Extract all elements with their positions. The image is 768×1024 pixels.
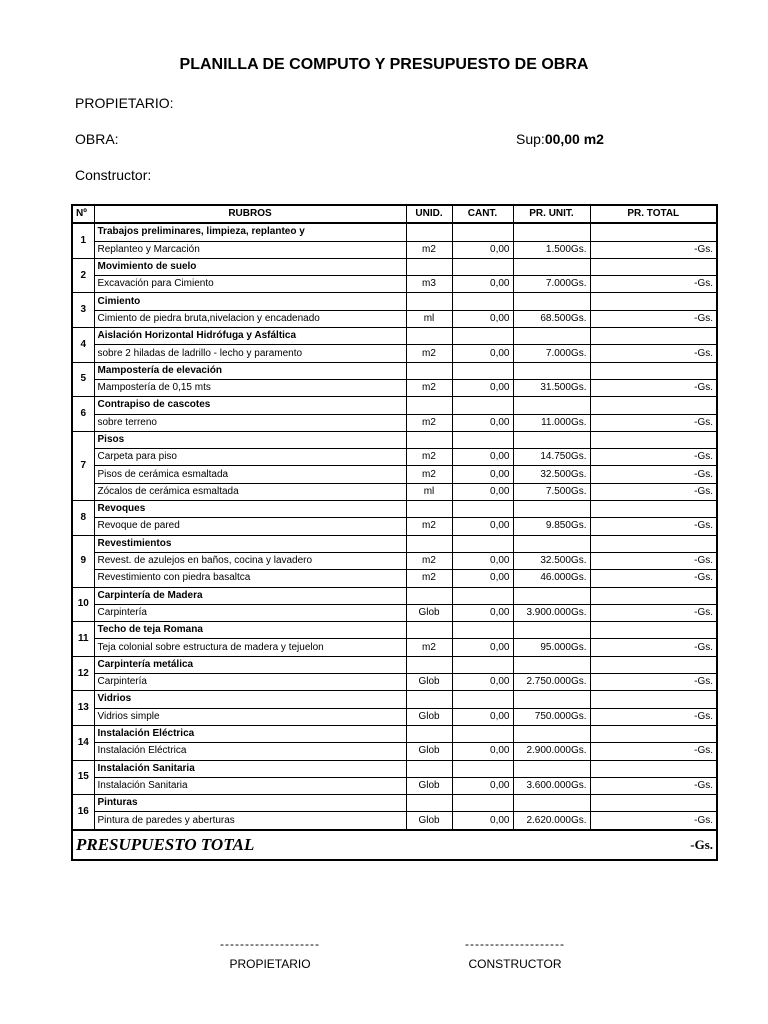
item-description: Carpintería [94, 674, 406, 691]
section-empty-cell [513, 656, 590, 673]
item-description: sobre terreno [94, 414, 406, 431]
section-title: Instalación Sanitaria [94, 760, 406, 777]
section-empty-cell [590, 431, 717, 448]
item-total-price: -Gs. [590, 812, 717, 830]
item-unit-price: 3.600.000Gs. [513, 777, 590, 794]
section-empty-cell [513, 258, 590, 275]
section-empty-cell [452, 501, 513, 518]
section-title: Aislación Horizontal Hidrófuga y Asfáltica [94, 328, 406, 345]
section-row [72, 587, 717, 604]
section-title: Mampostería de elevación [94, 362, 406, 379]
item-quantity: 0,00 [452, 276, 513, 293]
section-row [72, 760, 717, 777]
builder-signature-line: -------------------- [465, 937, 565, 951]
section-title: Carpintería metálica [94, 656, 406, 673]
section-empty-cell [452, 760, 513, 777]
section-number: 8 [72, 501, 94, 536]
item-quantity: 0,00 [452, 414, 513, 431]
item-unit: m2 [406, 639, 452, 656]
section-empty-cell [590, 362, 717, 379]
item-unit: Glob [406, 674, 452, 691]
section-empty-cell [452, 691, 513, 708]
section-number: 6 [72, 397, 94, 432]
table-row [72, 345, 717, 362]
section-empty-cell [513, 535, 590, 552]
item-unit: Glob [406, 708, 452, 725]
section-number: 14 [72, 725, 94, 760]
item-description: Revoque de pared [94, 518, 406, 535]
item-description: sobre 2 hiladas de ladrillo - lecho y paramento [94, 345, 406, 362]
section-row [72, 795, 717, 812]
item-unit: m2 [406, 552, 452, 569]
item-description: Teja colonial sobre estructura de madera y tejuelon [94, 639, 406, 656]
section-number: 9 [72, 535, 94, 587]
item-description: Revestimiento con piedra basaltca [94, 570, 406, 587]
budget-table [71, 204, 718, 861]
section-empty-cell [406, 258, 452, 275]
section-row [72, 293, 717, 310]
table-row [72, 276, 717, 293]
item-description: Vidrios simple [94, 708, 406, 725]
item-description: Replanteo y Marcación [94, 241, 406, 258]
item-quantity: 0,00 [452, 552, 513, 569]
section-title: Contrapiso de cascotes [94, 397, 406, 414]
section-number: 11 [72, 622, 94, 657]
item-unit: m2 [406, 379, 452, 396]
item-description: Cimiento de piedra bruta,nivelacion y encadenado [94, 310, 406, 327]
section-empty-cell [590, 501, 717, 518]
section-empty-cell [590, 293, 717, 310]
item-unit-price: 32.500Gs. [513, 552, 590, 569]
item-unit-price: 46.000Gs. [513, 570, 590, 587]
section-row [72, 656, 717, 673]
table-row [72, 310, 717, 327]
section-empty-cell [513, 328, 590, 345]
propietario-label: PROPIETARIO: [75, 95, 174, 111]
section-title: Movimiento de suelo [94, 258, 406, 275]
section-empty-cell [513, 622, 590, 639]
item-unit-price: 11.000Gs. [513, 414, 590, 431]
section-number: 1 [72, 223, 94, 258]
section-empty-cell [590, 223, 717, 241]
section-number: 16 [72, 795, 94, 830]
item-quantity: 0,00 [452, 518, 513, 535]
section-empty-cell [513, 501, 590, 518]
section-row [72, 258, 717, 275]
section-title: Revoques [94, 501, 406, 518]
section-empty-cell [452, 535, 513, 552]
section-title: Trabajos preliminares, limpieza, replanteo y [94, 223, 406, 241]
item-unit: Glob [406, 743, 452, 760]
section-empty-cell [513, 691, 590, 708]
item-total-price: -Gs. [590, 414, 717, 431]
section-empty-cell [406, 397, 452, 414]
section-number: 2 [72, 258, 94, 293]
table-row [72, 414, 717, 431]
item-description: Zócalos de cerámica esmaltada [94, 483, 406, 500]
table-row [72, 552, 717, 569]
owner-signature-label: PROPIETARIO [229, 957, 311, 971]
item-description: Revest. de azulejos en baños, cocina y lavadero [94, 552, 406, 569]
surface-label: Sup: [516, 131, 545, 147]
item-total-price: -Gs. [590, 241, 717, 258]
section-row [72, 725, 717, 742]
budget-body [72, 223, 717, 829]
item-unit: m2 [406, 518, 452, 535]
obra-label: OBRA: [75, 131, 119, 147]
section-empty-cell [452, 328, 513, 345]
section-row [72, 328, 717, 345]
col-header-rubros: RUBROS [94, 205, 406, 223]
section-empty-cell [406, 501, 452, 518]
item-unit-price: 95.000Gs. [513, 639, 590, 656]
section-empty-cell [590, 397, 717, 414]
item-total-price: -Gs. [590, 777, 717, 794]
item-quantity: 0,00 [452, 483, 513, 500]
item-unit: m2 [406, 414, 452, 431]
item-quantity: 0,00 [452, 241, 513, 258]
section-empty-cell [406, 362, 452, 379]
item-description: Instalación Eléctrica [94, 743, 406, 760]
section-title: Carpintería de Madera [94, 587, 406, 604]
table-row [72, 518, 717, 535]
section-empty-cell [590, 587, 717, 604]
section-empty-cell [590, 656, 717, 673]
item-unit: m2 [406, 345, 452, 362]
table-row [72, 743, 717, 760]
item-total-price: -Gs. [590, 570, 717, 587]
page-title: PLANILLA DE COMPUTO Y PRESUPUESTO DE OBRA [179, 56, 589, 73]
total-row [72, 830, 717, 860]
section-empty-cell [513, 725, 590, 742]
total-value: -Gs. [452, 830, 717, 860]
item-quantity: 0,00 [452, 345, 513, 362]
section-empty-cell [590, 328, 717, 345]
item-unit: Glob [406, 777, 452, 794]
table-row [72, 604, 717, 621]
section-empty-cell [452, 656, 513, 673]
item-unit-price: 32.500Gs. [513, 466, 590, 483]
section-empty-cell [590, 622, 717, 639]
section-empty-cell [406, 328, 452, 345]
table-row [72, 449, 717, 466]
section-empty-cell [452, 293, 513, 310]
section-empty-cell [406, 795, 452, 812]
section-empty-cell [406, 587, 452, 604]
owner-signature [200, 937, 340, 971]
table-row [72, 812, 717, 830]
section-empty-cell [590, 795, 717, 812]
section-title: Vidrios [94, 691, 406, 708]
section-empty-cell [590, 691, 717, 708]
col-header-unit: UNID. [406, 205, 452, 223]
item-description: Carpintería [94, 604, 406, 621]
item-unit: m2 [406, 466, 452, 483]
table-row [72, 708, 717, 725]
section-empty-cell [406, 656, 452, 673]
section-number: 10 [72, 587, 94, 622]
item-description: Pintura de paredes y aberturas [94, 812, 406, 830]
section-empty-cell [452, 795, 513, 812]
section-empty-cell [406, 535, 452, 552]
item-quantity: 0,00 [452, 570, 513, 587]
section-row [72, 362, 717, 379]
section-number: 4 [72, 328, 94, 363]
item-quantity: 0,00 [452, 449, 513, 466]
section-row [72, 622, 717, 639]
section-empty-cell [513, 587, 590, 604]
col-header-price: PR. UNIT. [513, 205, 590, 223]
item-unit-price: 31.500Gs. [513, 379, 590, 396]
item-total-price: -Gs. [590, 743, 717, 760]
section-empty-cell [590, 535, 717, 552]
item-description: Instalación Sanitaria [94, 777, 406, 794]
item-total-price: -Gs. [590, 604, 717, 621]
section-number: 5 [72, 362, 94, 397]
item-total-price: -Gs. [590, 639, 717, 656]
item-unit-price: 3.900.000Gs. [513, 604, 590, 621]
section-empty-cell [452, 587, 513, 604]
section-empty-cell [513, 293, 590, 310]
item-unit: m3 [406, 276, 452, 293]
item-unit-price: 1.500Gs. [513, 241, 590, 258]
section-empty-cell [513, 760, 590, 777]
item-unit: ml [406, 483, 452, 500]
section-title: Pisos [94, 431, 406, 448]
item-description: Mampostería de 0,15 mts [94, 379, 406, 396]
section-empty-cell [513, 397, 590, 414]
section-row [72, 223, 717, 241]
section-title: Techo de teja Romana [94, 622, 406, 639]
section-title: Cimiento [94, 293, 406, 310]
item-unit-price: 7.000Gs. [513, 276, 590, 293]
item-quantity: 0,00 [452, 310, 513, 327]
item-unit-price: 2.750.000Gs. [513, 674, 590, 691]
item-quantity: 0,00 [452, 743, 513, 760]
section-empty-cell [590, 760, 717, 777]
item-total-price: -Gs. [590, 449, 717, 466]
item-unit-price: 750.000Gs. [513, 708, 590, 725]
item-total-price: -Gs. [590, 345, 717, 362]
section-empty-cell [406, 622, 452, 639]
item-unit-price: 68.500Gs. [513, 310, 590, 327]
section-empty-cell [513, 795, 590, 812]
table-row [72, 379, 717, 396]
surface-field [516, 131, 604, 147]
item-quantity: 0,00 [452, 639, 513, 656]
item-total-price: -Gs. [590, 552, 717, 569]
table-header-row [72, 205, 717, 223]
table-row [72, 639, 717, 656]
section-title: Pinturas [94, 795, 406, 812]
section-empty-cell [513, 362, 590, 379]
section-empty-cell [406, 431, 452, 448]
section-empty-cell [452, 258, 513, 275]
section-empty-cell [452, 622, 513, 639]
builder-signature [445, 937, 585, 971]
table-row [72, 777, 717, 794]
item-total-price: -Gs. [590, 518, 717, 535]
section-empty-cell [406, 293, 452, 310]
section-empty-cell [452, 397, 513, 414]
item-unit-price: 2.900.000Gs. [513, 743, 590, 760]
table-row [72, 674, 717, 691]
section-row [72, 535, 717, 552]
item-unit: ml [406, 310, 452, 327]
item-quantity: 0,00 [452, 604, 513, 621]
table-row [72, 241, 717, 258]
section-empty-cell [406, 223, 452, 241]
col-header-total: PR. TOTAL [590, 205, 717, 223]
item-total-price: -Gs. [590, 310, 717, 327]
section-row [72, 501, 717, 518]
section-title: Revestimientos [94, 535, 406, 552]
section-title: Instalación Eléctrica [94, 725, 406, 742]
owner-signature-line: -------------------- [220, 937, 320, 951]
item-total-price: -Gs. [590, 708, 717, 725]
item-quantity: 0,00 [452, 674, 513, 691]
section-row [72, 397, 717, 414]
section-empty-cell [452, 725, 513, 742]
item-total-price: -Gs. [590, 483, 717, 500]
section-number: 3 [72, 293, 94, 328]
table-row [72, 466, 717, 483]
item-total-price: -Gs. [590, 276, 717, 293]
section-empty-cell [513, 223, 590, 241]
col-header-num: Nº [72, 205, 94, 223]
section-empty-cell [406, 725, 452, 742]
section-empty-cell [513, 431, 590, 448]
surface-value: 00,00 m2 [544, 131, 604, 147]
constructor-label: Constructor: [75, 167, 152, 183]
item-unit-price: 7.000Gs. [513, 345, 590, 362]
item-description: Carpeta para piso [94, 449, 406, 466]
item-quantity: 0,00 [452, 708, 513, 725]
section-empty-cell [590, 258, 717, 275]
section-empty-cell [406, 760, 452, 777]
item-unit-price: 7.500Gs. [513, 483, 590, 500]
builder-signature-label: CONSTRUCTOR [468, 957, 562, 971]
section-number: 15 [72, 760, 94, 795]
section-row [72, 431, 717, 448]
col-header-qty: CANT. [452, 205, 513, 223]
item-unit-price: 2.620.000Gs. [513, 812, 590, 830]
section-number: 12 [72, 656, 94, 691]
table-row [72, 483, 717, 500]
item-description: Excavación para Cimiento [94, 276, 406, 293]
item-unit-price: 14.750Gs. [513, 449, 590, 466]
section-empty-cell [452, 223, 513, 241]
section-number: 13 [72, 691, 94, 726]
section-empty-cell [406, 691, 452, 708]
item-unit: Glob [406, 812, 452, 830]
section-empty-cell [452, 431, 513, 448]
item-total-price: -Gs. [590, 674, 717, 691]
item-description: Pisos de cerámica esmaltada [94, 466, 406, 483]
item-quantity: 0,00 [452, 379, 513, 396]
item-total-price: -Gs. [590, 379, 717, 396]
section-empty-cell [452, 362, 513, 379]
item-quantity: 0,00 [452, 466, 513, 483]
section-number: 7 [72, 431, 94, 500]
item-quantity: 0,00 [452, 812, 513, 830]
table-row [72, 570, 717, 587]
item-quantity: 0,00 [452, 777, 513, 794]
item-unit: m2 [406, 241, 452, 258]
section-empty-cell [590, 725, 717, 742]
item-unit-price: 9.850Gs. [513, 518, 590, 535]
item-unit: m2 [406, 570, 452, 587]
item-total-price: -Gs. [590, 466, 717, 483]
item-unit: m2 [406, 449, 452, 466]
total-label: PRESUPUESTO TOTAL [72, 830, 452, 860]
section-row [72, 691, 717, 708]
item-unit: Glob [406, 604, 452, 621]
